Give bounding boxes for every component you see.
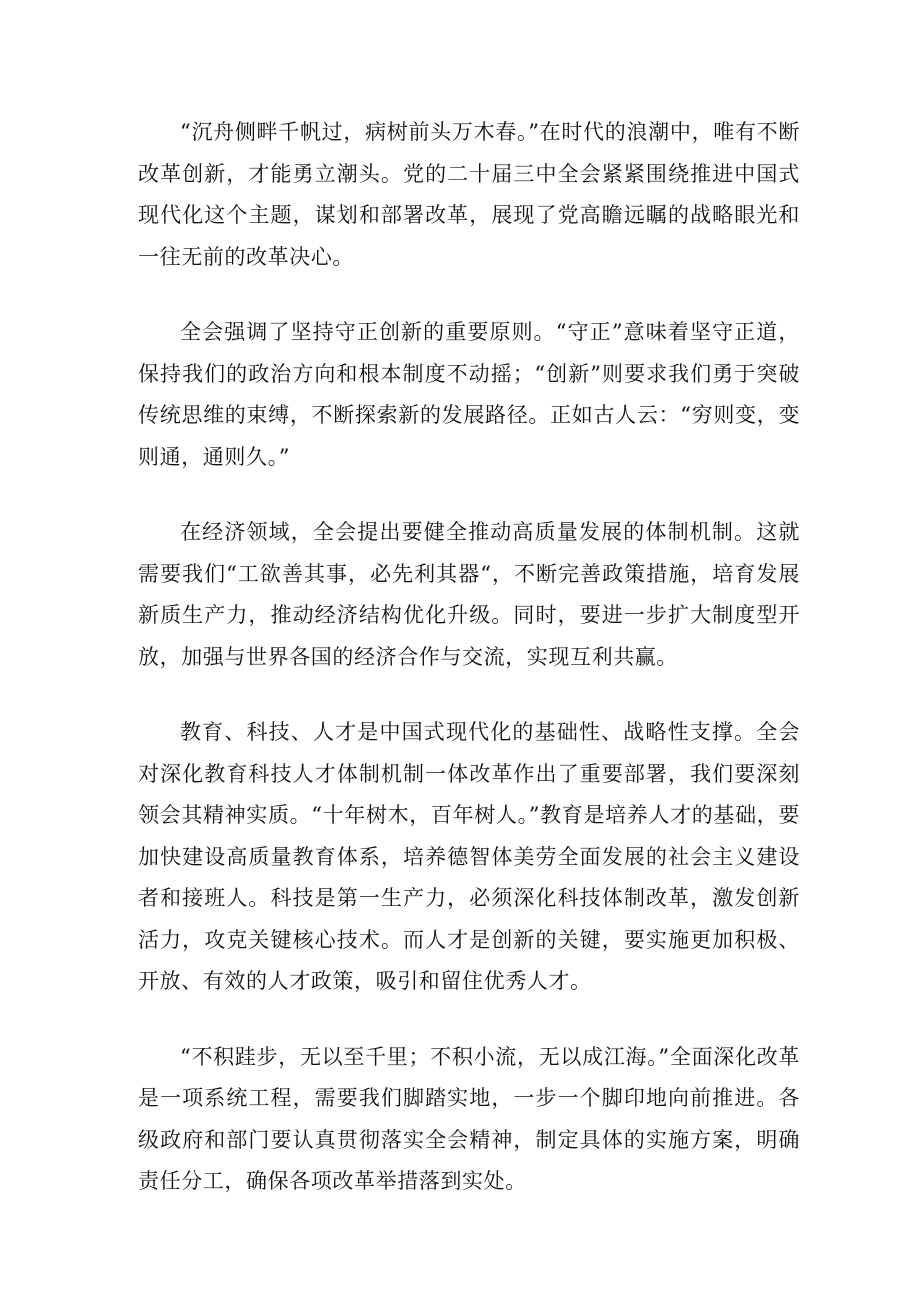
paragraph-2: 全会强调了坚持守正创新的重要原则。“守正”意味着坚守正道，保持我们的政治方向和根本制度不动摇；“创新”则要求我们勇于突破传统思维的束缚，不断探索新的发展路径。正如古人云：“穷则变，变则通，通则久。”: [138, 320, 800, 469]
paragraph-5: “不积跬步，无以至千里；不积小流，无以成江海。”全面深化改革是一项系统工程，需要我们脚踏实地，一步一个脚印地向前推进。各级政府和部门要认真贯彻落实全会精神，制定具体的实施方案，明确责任分工，确保各项改革举措落到实处。: [138, 1044, 800, 1193]
document-body: [138, 112, 800, 1237]
paragraph-1: “沉舟侧畔千帆过，病树前头万木春。”在时代的浪潮中，唯有不断改革创新，才能勇立潮头。党的二十届三中全会紧紧围绕推进中国式现代化这个主题，谋划和部署改革，展现了党高瞻远瞩的战略眼光和一往无前的改革决心。: [138, 120, 800, 269]
paragraph-3: 在经济领域，全会提出要健全推动高质量发展的体制机制。这就需要我们“工欲善其事，必先利其器“，不断完善政策措施，培育发展新质生产力，推动经济结构优化升级。同时，要进一步扩大制度型开放，加强与世界各国的经济合作与交流，实现互利共赢。: [138, 520, 800, 669]
paragraph-4: 教育、科技、人才是中国式现代化的基础性、战略性支撑。全会对深化教育科技人才体制机制一体改革作出了重要部署，我们要深刻领会其精神实质。“十年树木，百年树人。”教育是培养人才的基础，要加快建设高质量教育体系，培养德智体美劳全面发展的社会主义建设者和接班人。科技是第一生产力，必须深化科技体制改革，激发创新活力，攻克关键核心技术。而人才是创新的关键，要实施更加积极、开放、有效的人才政策，吸引和留住优秀人才。: [138, 720, 800, 993]
